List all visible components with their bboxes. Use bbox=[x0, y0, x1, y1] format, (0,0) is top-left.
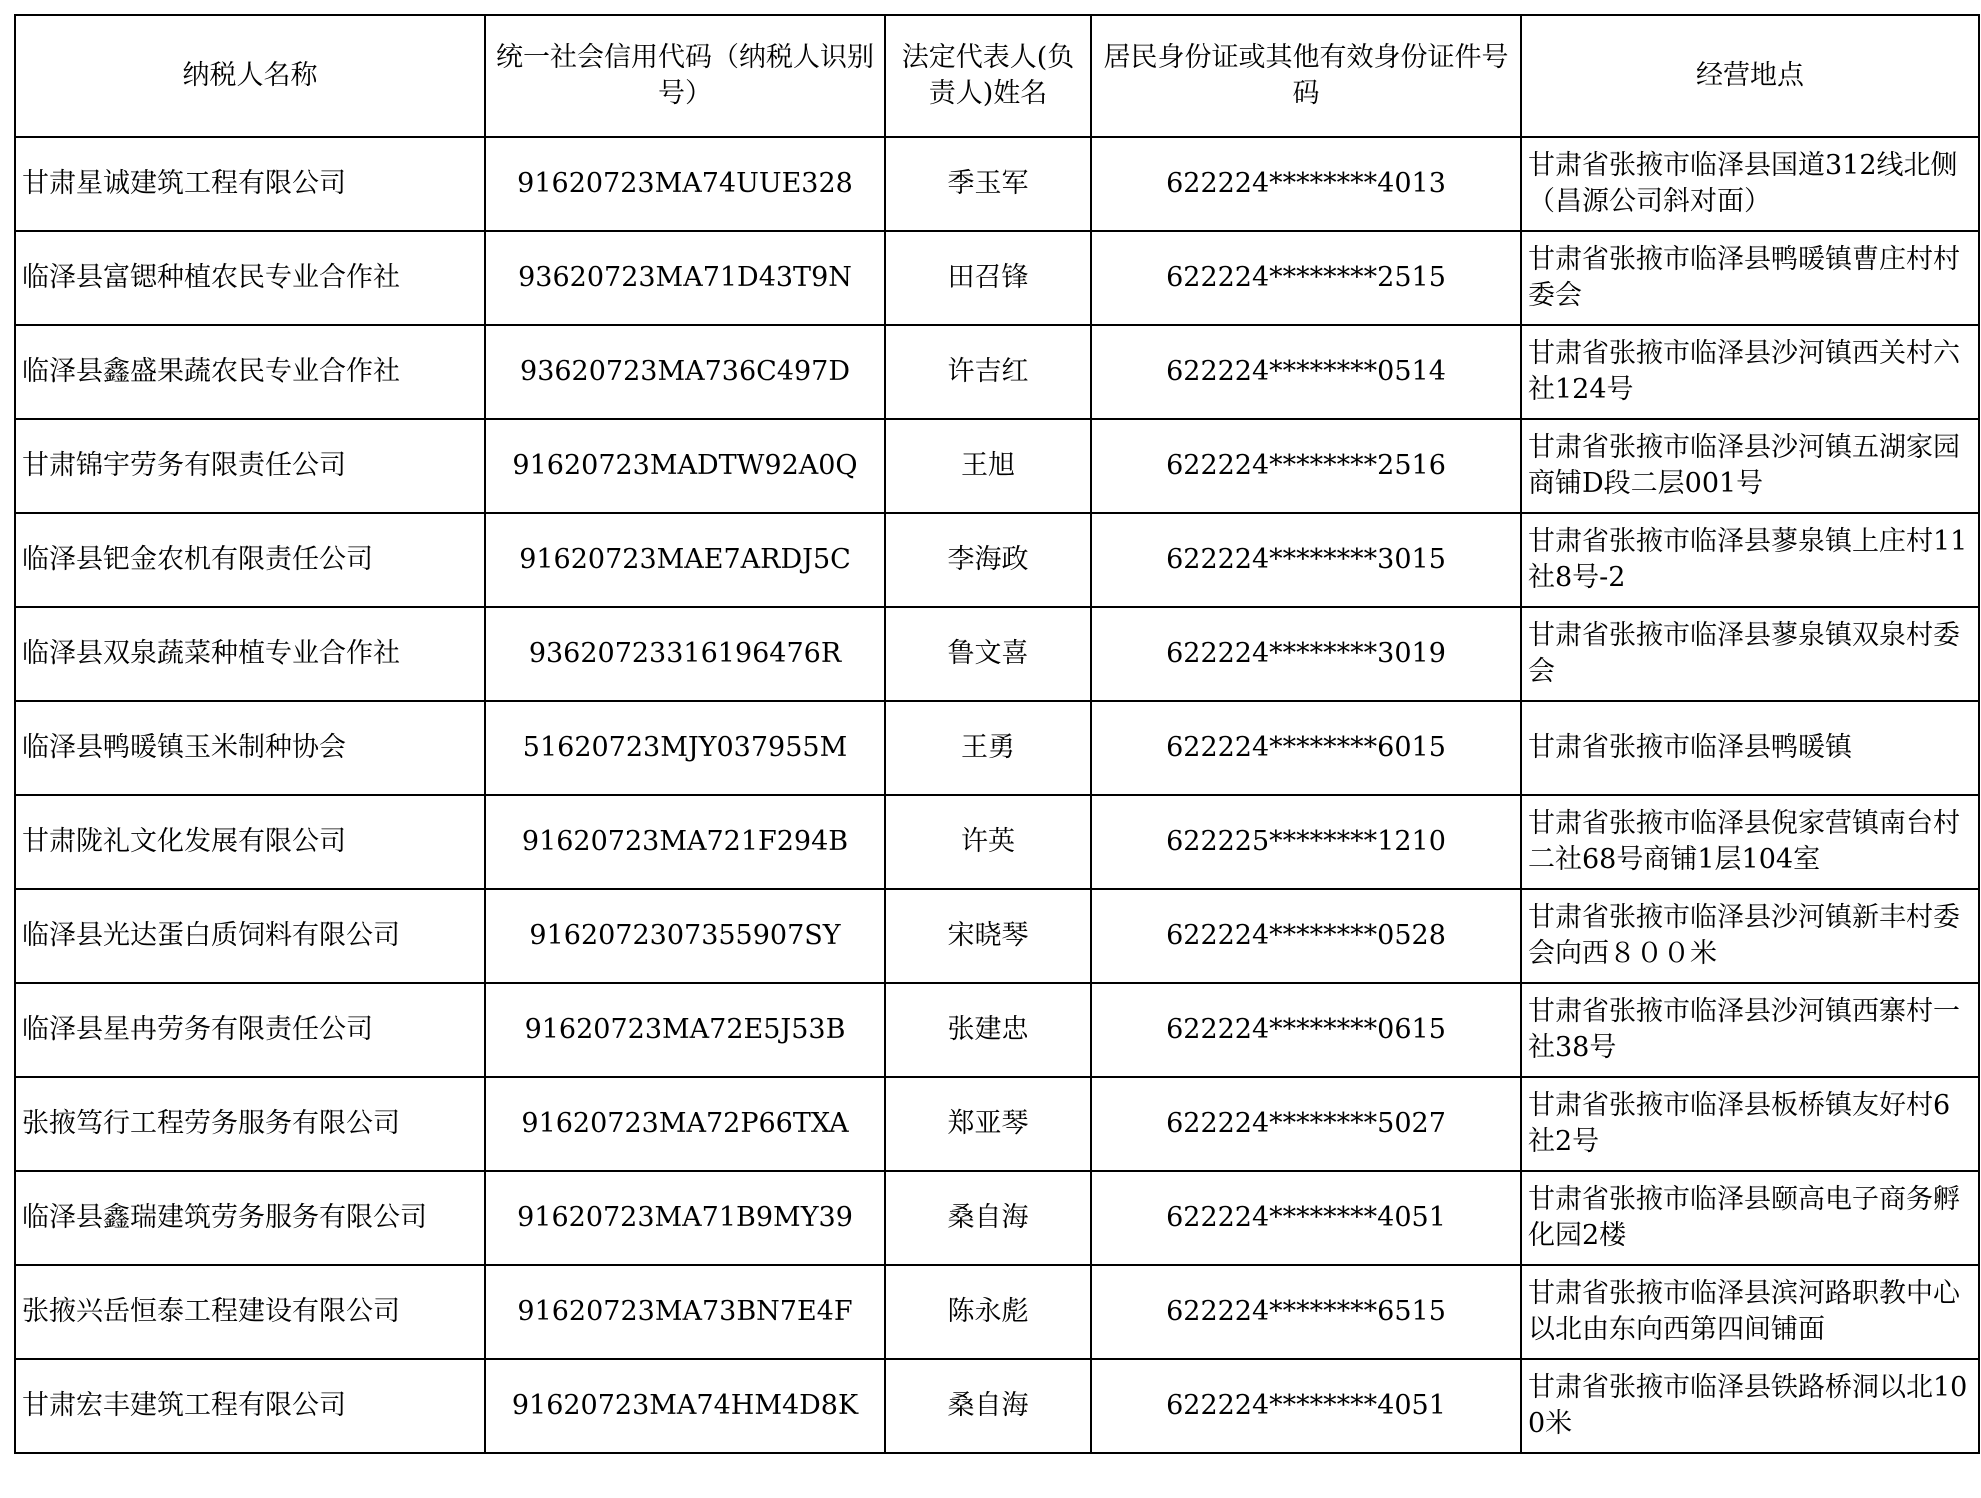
cell-credit-code: 91620723MA71B9MY39 bbox=[485, 1171, 885, 1265]
cell-business-address: 甘肃省张掖市临泽县鸭暖镇曹庄村村委会 bbox=[1521, 231, 1979, 325]
cell-taxpayer-name: 甘肃星诚建筑工程有限公司 bbox=[15, 137, 485, 231]
table-row bbox=[15, 137, 1979, 231]
cell-credit-code: 91620723MA74HM4D8K bbox=[485, 1359, 885, 1453]
cell-credit-code: 91620723MA72P66TXA bbox=[485, 1077, 885, 1171]
cell-legal-representative: 许吉红 bbox=[885, 325, 1091, 419]
cell-business-address: 甘肃省张掖市临泽县沙河镇新丰村委会向西８００米 bbox=[1521, 889, 1979, 983]
table-header bbox=[15, 15, 1979, 137]
cell-legal-representative: 陈永彪 bbox=[885, 1265, 1091, 1359]
cell-id-number: 622224********3019 bbox=[1091, 607, 1521, 701]
table-row bbox=[15, 701, 1979, 795]
cell-business-address: 甘肃省张掖市临泽县颐高电子商务孵化园2楼 bbox=[1521, 1171, 1979, 1265]
cell-legal-representative: 桑自海 bbox=[885, 1171, 1091, 1265]
cell-legal-representative: 张建忠 bbox=[885, 983, 1091, 1077]
cell-legal-representative: 季玉军 bbox=[885, 137, 1091, 231]
table-row bbox=[15, 983, 1979, 1077]
header-taxpayer-name: 纳税人名称 bbox=[15, 15, 485, 137]
cell-taxpayer-name: 临泽县双泉蔬菜种植专业合作社 bbox=[15, 607, 485, 701]
cell-business-address: 甘肃省张掖市临泽县倪家营镇南台村二社68号商铺1层104室 bbox=[1521, 795, 1979, 889]
cell-taxpayer-name: 临泽县鑫瑞建筑劳务服务有限公司 bbox=[15, 1171, 485, 1265]
cell-taxpayer-name: 临泽县鸭暖镇玉米制种协会 bbox=[15, 701, 485, 795]
cell-business-address: 甘肃省张掖市临泽县蓼泉镇双泉村委会 bbox=[1521, 607, 1979, 701]
cell-id-number: 622224********0514 bbox=[1091, 325, 1521, 419]
table-row bbox=[15, 1265, 1979, 1359]
cell-taxpayer-name: 临泽县光达蛋白质饲料有限公司 bbox=[15, 889, 485, 983]
table-row bbox=[15, 1171, 1979, 1265]
table-row bbox=[15, 1077, 1979, 1171]
cell-credit-code: 91620723MA74UUE328 bbox=[485, 137, 885, 231]
cell-taxpayer-name: 临泽县富锶种植农民专业合作社 bbox=[15, 231, 485, 325]
cell-credit-code: 91620723MA721F294B bbox=[485, 795, 885, 889]
cell-credit-code: 9162072307355907SY bbox=[485, 889, 885, 983]
cell-id-number: 622224********5027 bbox=[1091, 1077, 1521, 1171]
cell-legal-representative: 宋晓琴 bbox=[885, 889, 1091, 983]
cell-credit-code: 93620723MA736C497D bbox=[485, 325, 885, 419]
cell-business-address: 甘肃省张掖市临泽县沙河镇西关村六社124号 bbox=[1521, 325, 1979, 419]
cell-taxpayer-name: 张掖兴岳恒泰工程建设有限公司 bbox=[15, 1265, 485, 1359]
cell-id-number: 622224********4013 bbox=[1091, 137, 1521, 231]
cell-id-number: 622224********2516 bbox=[1091, 419, 1521, 513]
header-business-address: 经营地点 bbox=[1521, 15, 1979, 137]
cell-id-number: 622224********6515 bbox=[1091, 1265, 1521, 1359]
table-row bbox=[15, 607, 1979, 701]
cell-credit-code: 91620723MA72E5J53B bbox=[485, 983, 885, 1077]
table-row bbox=[15, 231, 1979, 325]
cell-credit-code: 51620723MJY037955M bbox=[485, 701, 885, 795]
cell-taxpayer-name: 甘肃锦宇劳务有限责任公司 bbox=[15, 419, 485, 513]
cell-legal-representative: 郑亚琴 bbox=[885, 1077, 1091, 1171]
cell-business-address: 甘肃省张掖市临泽县沙河镇五湖家园商铺D段二层001号 bbox=[1521, 419, 1979, 513]
cell-id-number: 622224********0528 bbox=[1091, 889, 1521, 983]
table-row bbox=[15, 325, 1979, 419]
header-legal-representative: 法定代表人(负责人)姓名 bbox=[885, 15, 1091, 137]
cell-business-address: 甘肃省张掖市临泽县滨河路职教中心以北由东向西第四间铺面 bbox=[1521, 1265, 1979, 1359]
cell-id-number: 622224********3015 bbox=[1091, 513, 1521, 607]
cell-business-address: 甘肃省张掖市临泽县国道312线北侧（昌源公司斜对面） bbox=[1521, 137, 1979, 231]
header-row bbox=[15, 15, 1979, 137]
cell-taxpayer-name: 临泽县鑫盛果蔬农民专业合作社 bbox=[15, 325, 485, 419]
cell-id-number: 622224********6015 bbox=[1091, 701, 1521, 795]
table-row bbox=[15, 419, 1979, 513]
table-row bbox=[15, 513, 1979, 607]
cell-business-address: 甘肃省张掖市临泽县沙河镇西寨村一社38号 bbox=[1521, 983, 1979, 1077]
cell-legal-representative: 田召锋 bbox=[885, 231, 1091, 325]
cell-id-number: 622225********1210 bbox=[1091, 795, 1521, 889]
cell-taxpayer-name: 张掖笃行工程劳务服务有限公司 bbox=[15, 1077, 485, 1171]
table-body bbox=[15, 137, 1979, 1453]
cell-legal-representative: 王旭 bbox=[885, 419, 1091, 513]
cell-legal-representative: 鲁文喜 bbox=[885, 607, 1091, 701]
cell-taxpayer-name: 临泽县星冉劳务有限责任公司 bbox=[15, 983, 485, 1077]
table-row bbox=[15, 889, 1979, 983]
cell-taxpayer-name: 甘肃宏丰建筑工程有限公司 bbox=[15, 1359, 485, 1453]
cell-credit-code: 91620723MADTW92A0Q bbox=[485, 419, 885, 513]
cell-id-number: 622224********4051 bbox=[1091, 1359, 1521, 1453]
header-id-number: 居民身份证或其他有效身份证件号码 bbox=[1091, 15, 1521, 137]
cell-business-address: 甘肃省张掖市临泽县蓼泉镇上庄村11社8号-2 bbox=[1521, 513, 1979, 607]
cell-credit-code: 91620723MA73BN7E4F bbox=[485, 1265, 885, 1359]
cell-credit-code: 91620723MAE7ARDJ5C bbox=[485, 513, 885, 607]
taxpayer-table bbox=[14, 14, 1980, 1454]
cell-legal-representative: 桑自海 bbox=[885, 1359, 1091, 1453]
cell-credit-code: 93620723316196476R bbox=[485, 607, 885, 701]
cell-business-address: 甘肃省张掖市临泽县铁路桥洞以北100米 bbox=[1521, 1359, 1979, 1453]
table-row bbox=[15, 1359, 1979, 1453]
cell-id-number: 622224********4051 bbox=[1091, 1171, 1521, 1265]
cell-credit-code: 93620723MA71D43T9N bbox=[485, 231, 885, 325]
cell-id-number: 622224********2515 bbox=[1091, 231, 1521, 325]
header-credit-code: 统一社会信用代码（纳税人识别号） bbox=[485, 15, 885, 137]
cell-legal-representative: 王勇 bbox=[885, 701, 1091, 795]
cell-id-number: 622224********0615 bbox=[1091, 983, 1521, 1077]
cell-business-address: 甘肃省张掖市临泽县板桥镇友好村6社2号 bbox=[1521, 1077, 1979, 1171]
cell-business-address: 甘肃省张掖市临泽县鸭暖镇 bbox=[1521, 701, 1979, 795]
cell-taxpayer-name: 甘肃陇礼文化发展有限公司 bbox=[15, 795, 485, 889]
table-row bbox=[15, 795, 1979, 889]
cell-legal-representative: 李海政 bbox=[885, 513, 1091, 607]
cell-legal-representative: 许英 bbox=[885, 795, 1091, 889]
cell-taxpayer-name: 临泽县钯金农机有限责任公司 bbox=[15, 513, 485, 607]
